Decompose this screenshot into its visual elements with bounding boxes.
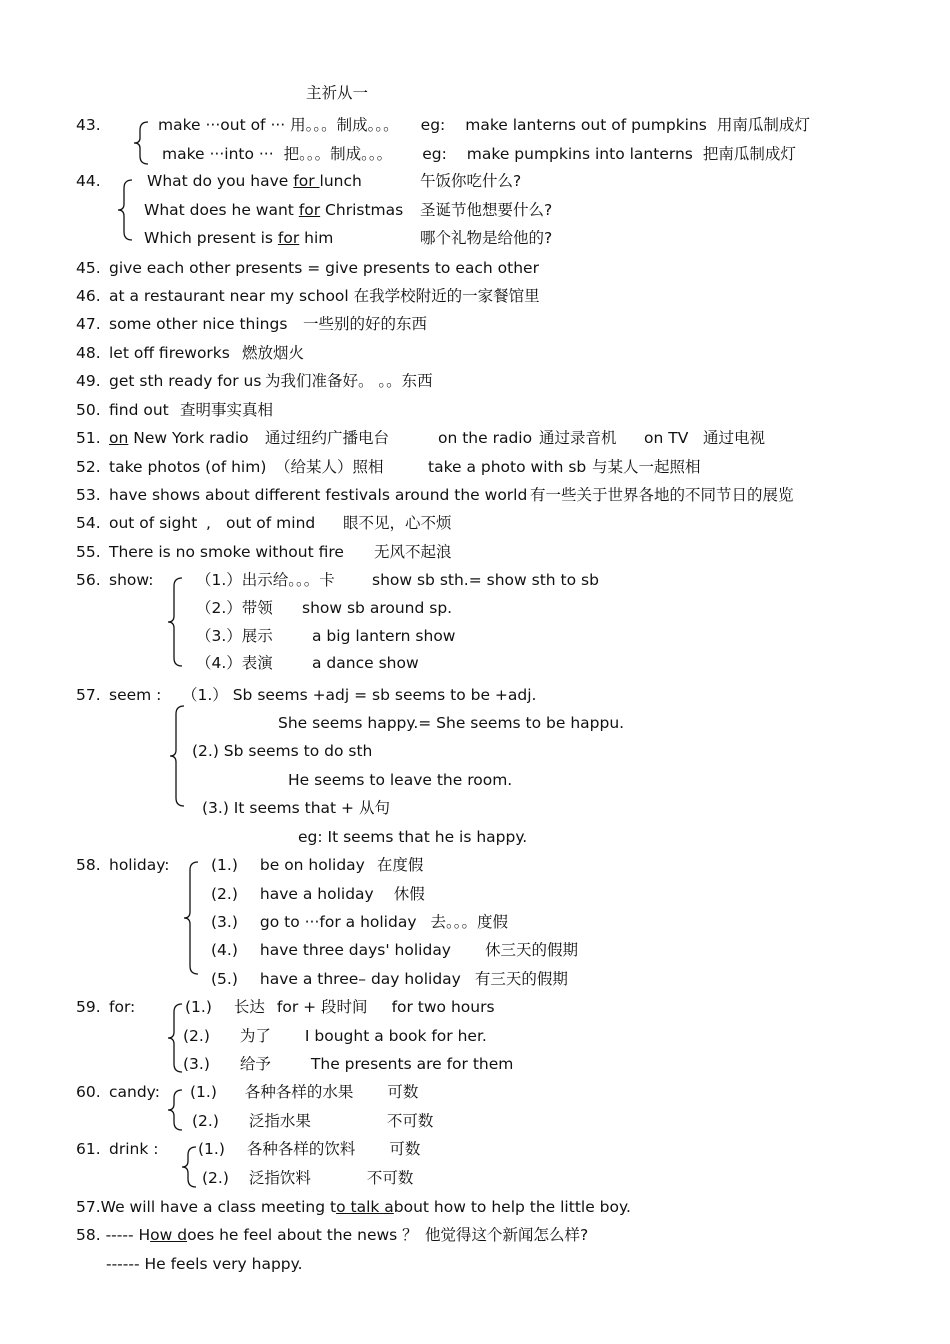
line-57a: （1.） Sb seems +adj = sb seems to be +adj.: [182, 686, 537, 704]
item-number: 55.: [76, 543, 101, 561]
item-number: 59.: [76, 998, 101, 1016]
item-number: 49.: [76, 372, 101, 390]
label-61: drink :: [109, 1140, 159, 1158]
label-60: candy:: [109, 1083, 160, 1101]
item-number: 54.: [76, 514, 101, 532]
line-59b: (2.) 为了 I bought a book for her.: [183, 1027, 487, 1045]
line-50: find out: [109, 401, 169, 419]
line-56a-en: show sb sth.= show sth to sb: [372, 571, 599, 589]
cn-53: 有一些关于世界各地的不同节日的展览: [530, 486, 794, 504]
line-58e: (5.) have a three– day holiday 有三天的假期: [211, 970, 568, 988]
page-title: 主祈从一: [306, 84, 369, 102]
line-61b: (2.) 泛指饮料 不可数: [202, 1169, 414, 1187]
cn-48: 燃放烟火: [242, 344, 305, 362]
cn-54: 眼不见，心不烦: [343, 514, 452, 532]
sentence-58-cn: 他觉得这个新闻怎么样?: [425, 1226, 589, 1244]
line-58b: (2.) have a holiday 休假: [211, 885, 425, 903]
sentence-58-answer: ------ He feels very happy.: [106, 1255, 303, 1273]
line-56d-en: a dance show: [312, 654, 419, 672]
line-56b: （2.）带领: [196, 599, 273, 617]
line-56b-en: show sb around sp.: [302, 599, 453, 617]
cn-51b: 通过录音机: [539, 429, 617, 447]
item-number: 53.: [76, 486, 101, 504]
line-56c-en: a big lantern show: [312, 627, 456, 645]
cn-51c: 通过电视: [703, 429, 766, 447]
line-60a: (1.) 各种各样的水果 可数: [190, 1083, 419, 1101]
line-57e: (3.) It seems that + 从句: [202, 799, 390, 817]
item-number: 45.: [76, 259, 101, 277]
cn-44c: 哪个礼物是给他的?: [420, 229, 553, 247]
item-number: 61.: [76, 1140, 101, 1158]
line-57d: He seems to leave the room.: [288, 771, 513, 789]
item-number: 46.: [76, 287, 101, 305]
line-49: get sth ready for us: [109, 372, 262, 390]
item-number: 43.: [76, 116, 101, 134]
cn-44a: 午饭你吃什么?: [420, 172, 522, 190]
cn-55: 无风不起浪: [374, 543, 452, 561]
item-number: 52.: [76, 458, 101, 476]
item-number: 56.: [76, 571, 101, 589]
brace-60: [164, 1088, 186, 1132]
line-46: at a restaurant near my school 在我学校附近的一家餐馆里: [109, 287, 540, 305]
cn-52: （给某人）照相: [275, 458, 384, 476]
line-43a: make ···out of ··· 用。。。制成。。。 eg: make lanterns out of pumpkins 用南瓜制成灯: [158, 116, 810, 134]
line-54-comma: ,: [206, 514, 211, 532]
cn-52b: 与某人一起照相: [592, 458, 701, 476]
brace-43: [130, 120, 152, 166]
line-55: There is no smoke without fire: [109, 543, 344, 561]
line-51: on New York radio: [109, 429, 249, 447]
line-59c: (3.) 给予 The presents are for them: [183, 1055, 514, 1073]
line-61a: (1.) 各种各样的饮料 可数: [198, 1140, 421, 1158]
brace-58: [180, 860, 202, 976]
brace-57: [166, 704, 188, 808]
label-56: show:: [109, 571, 154, 589]
line-52b: take a photo with sb: [428, 458, 587, 476]
brace-61: [178, 1145, 200, 1189]
line-56c: （3.）展示: [196, 627, 273, 645]
line-60b: (2.) 泛指水果 不可数: [192, 1112, 434, 1130]
item-number: 51.: [76, 429, 101, 447]
item-number: 47.: [76, 315, 101, 333]
line-48: let off fireworks: [109, 344, 230, 362]
line-44a: What do you have for lunch: [147, 172, 362, 190]
item-number: 60.: [76, 1083, 101, 1101]
label-58: holiday:: [109, 856, 170, 874]
line-44c: Which present is for him: [144, 229, 334, 247]
cn-49: 为我们准备好。 。。东西: [265, 372, 433, 390]
line-47: some other nice things: [109, 315, 288, 333]
line-57c: (2.) Sb seems to do sth: [192, 742, 373, 760]
line-54b: out of mind: [226, 514, 316, 532]
item-number: 48.: [76, 344, 101, 362]
cn-44b: 圣诞节他想要什么?: [420, 201, 553, 219]
sentence-58: 58. ----- How does he feel about the news ？: [76, 1226, 418, 1244]
line-44b: What does he want for Christmas: [144, 201, 404, 219]
line-43b: make ···into ··· 把。。。制成。。。 eg: make pumpkins into lanterns 把南瓜制成灯: [162, 145, 796, 163]
cn-51: 通过纽约广播电台: [265, 429, 390, 447]
item-number: 58.: [76, 856, 101, 874]
sentence-57: 57.We will have a class meeting to talk about how to help the little boy.: [76, 1198, 631, 1216]
item-number: 44.: [76, 172, 101, 190]
line-52: take photos (of him): [109, 458, 267, 476]
line-53: have shows about different festivals around the world: [109, 486, 528, 504]
line-58a: (1.) be on holiday 在度假: [211, 856, 424, 874]
line-45: give each other presents = give presents to each other: [109, 259, 539, 277]
line-51c: on TV: [644, 429, 689, 447]
line-58c: (3.) go to ···for a holiday 去。。。度假: [211, 913, 509, 931]
cn-50: 查明事实真相: [180, 401, 274, 419]
line-56a: （1.）出示给。。。卡: [196, 571, 335, 589]
line-54: out of sight: [109, 514, 198, 532]
line-57f: eg: It seems that he is happy.: [298, 828, 528, 846]
line-59a: (1.) 长达 for + 段时间 for two hours: [185, 998, 495, 1016]
cn-47: 一些别的好的东西: [303, 315, 428, 333]
line-51b: on the radio: [438, 429, 533, 447]
brace-44: [114, 178, 136, 242]
line-57b: She seems happy.= She seems to be happu.: [278, 714, 625, 732]
label-57: seem :: [109, 686, 162, 704]
item-number: 57.: [76, 686, 101, 704]
item-number: 50.: [76, 401, 101, 419]
brace-56: [164, 576, 186, 668]
label-59: for:: [109, 998, 136, 1016]
line-56d: （4.）表演: [196, 654, 273, 672]
line-58d: (4.) have three days' holiday 休三天的假期: [211, 941, 578, 959]
